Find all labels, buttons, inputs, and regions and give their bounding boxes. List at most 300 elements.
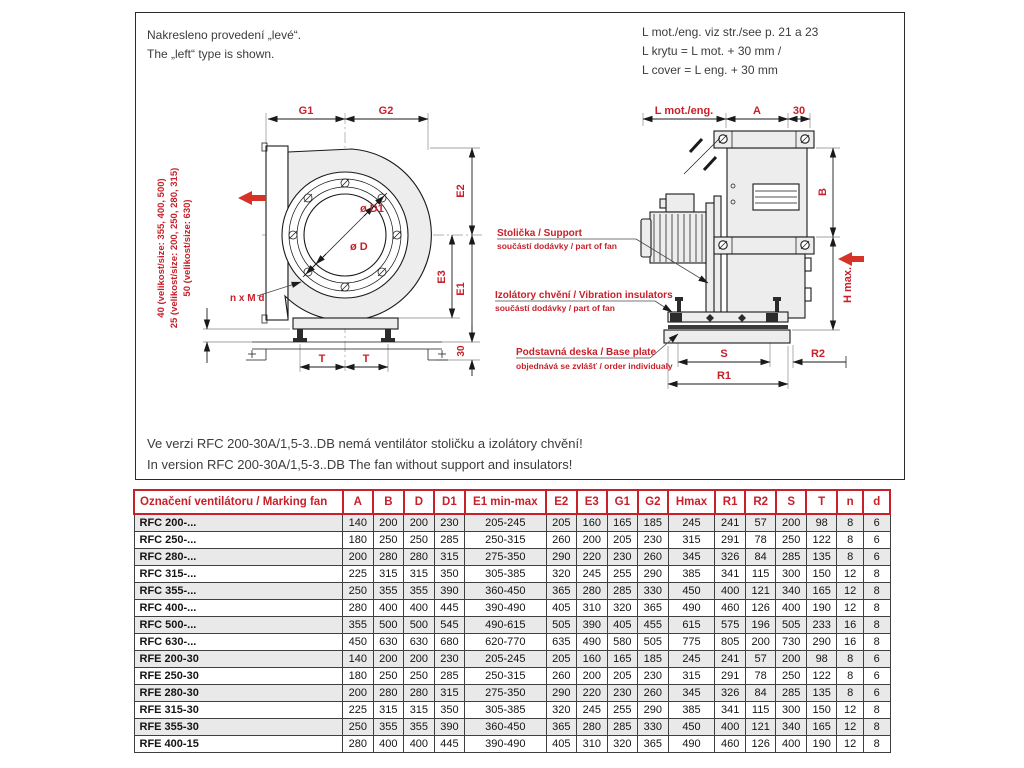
dim-value-cell: 300: [776, 702, 807, 719]
dim-value-cell: 180: [343, 532, 374, 549]
dim-value-cell: 490: [668, 600, 715, 617]
dim-value-cell: 285: [776, 549, 807, 566]
dim-value-cell: 400: [404, 600, 435, 617]
dim-value-cell: 275-350: [465, 549, 546, 566]
dim-value-cell: 545: [434, 617, 465, 634]
dim-value-cell: 390-490: [465, 600, 546, 617]
dim-value-cell: 490: [577, 634, 608, 651]
dim-value-cell: 460: [715, 600, 746, 617]
dim-value-cell: 8: [837, 514, 863, 532]
callout-baseplate: [516, 334, 678, 371]
dim-value-cell: 6: [863, 549, 890, 566]
column-header: E2: [546, 490, 577, 514]
dim-value-cell: 400: [715, 583, 746, 600]
dim-value-cell: 280: [404, 685, 435, 702]
column-header: T: [806, 490, 837, 514]
insulators-label: Izolátory chvění / Vibration insulators: [495, 290, 673, 301]
dim-label-e1: E1: [455, 282, 467, 296]
dim-value-cell: 505: [546, 617, 577, 634]
dim-value-cell: 220: [577, 685, 608, 702]
dim-value-cell: 390: [434, 719, 465, 736]
dim-value-cell: 340: [776, 719, 807, 736]
dim-value-cell: 185: [638, 514, 669, 532]
insulators-sublabel: součástí dodávky / part of fan: [495, 303, 615, 313]
column-header: D1: [434, 490, 465, 514]
table-row: [134, 549, 890, 566]
table-row: [134, 583, 890, 600]
dim-value-cell: 500: [404, 617, 435, 634]
dim-label-s: S: [720, 348, 728, 360]
dim-value-cell: 385: [668, 702, 715, 719]
dim-value-cell: 230: [607, 685, 638, 702]
dim-value-cell: 135: [806, 549, 837, 566]
dim-value-cell: 280: [373, 549, 404, 566]
table-row: [134, 600, 890, 617]
dim-value-cell: 230: [638, 532, 669, 549]
fan-model-cell: RFE 355-30: [134, 719, 343, 736]
dim-value-cell: 285: [607, 583, 638, 600]
dim-value-cell: 200: [776, 651, 807, 668]
dim-value-cell: 630: [373, 634, 404, 651]
dim-value-cell: 620-770: [465, 634, 546, 651]
note-line: Nakresleno provedení „levé“.: [147, 28, 302, 42]
dim-value-cell: 405: [546, 736, 577, 753]
dim-value-cell: 320: [546, 566, 577, 583]
dim-value-cell: 245: [668, 651, 715, 668]
dim-value-cell: 8: [863, 702, 890, 719]
size-note-50: 50 (velikost/size: 630): [182, 199, 193, 297]
dim-value-cell: 245: [577, 702, 608, 719]
dim-value-cell: 165: [607, 514, 638, 532]
dim-value-cell: 635: [546, 634, 577, 651]
dim-value-cell: 8: [863, 583, 890, 600]
fan-model-cell: RFE 200-30: [134, 651, 343, 668]
dim-value-cell: 400: [404, 736, 435, 753]
table-row: [134, 634, 890, 651]
dim-value-cell: 200: [404, 514, 435, 532]
dim-value-cell: 200: [577, 532, 608, 549]
fan-model-cell: RFE 400-15: [134, 736, 343, 753]
column-header: D: [404, 490, 435, 514]
dim-value-cell: 200: [343, 549, 374, 566]
dim-value-cell: 196: [745, 617, 776, 634]
dim-value-cell: 315: [373, 566, 404, 583]
dim-value-cell: 450: [668, 719, 715, 736]
dim-value-cell: 365: [546, 583, 577, 600]
dim-value-cell: 326: [715, 549, 746, 566]
size-note-40: 40 (velikost/size: 355, 400, 500): [156, 178, 167, 318]
dim-value-cell: 200: [373, 651, 404, 668]
dim-value-cell: 255: [607, 702, 638, 719]
dim-label-e2: E2: [455, 184, 467, 198]
dim-value-cell: 450: [668, 583, 715, 600]
dim-value-cell: 84: [745, 549, 776, 566]
dim-value-cell: 200: [776, 514, 807, 532]
dim-value-cell: 575: [715, 617, 746, 634]
dim-value-cell: 450: [343, 634, 374, 651]
dim-value-cell: 8: [863, 634, 890, 651]
dim-value-cell: 8: [863, 566, 890, 583]
dim-value-cell: 280: [404, 549, 435, 566]
dim-value-cell: 445: [434, 600, 465, 617]
dim-value-cell: 505: [638, 634, 669, 651]
dim-value-cell: 241: [715, 514, 746, 532]
dim-value-cell: 315: [373, 702, 404, 719]
dim-label-d: ø D: [350, 241, 368, 253]
dim-value-cell: 115: [745, 702, 776, 719]
dim-value-cell: 290: [546, 685, 577, 702]
dim-value-cell: 291: [715, 532, 746, 549]
dim-value-cell: 250: [404, 668, 435, 685]
dim-value-cell: 280: [577, 719, 608, 736]
dim-value-cell: 12: [837, 702, 863, 719]
dim-value-cell: 225: [343, 702, 374, 719]
dim-value-cell: 78: [745, 532, 776, 549]
table-row: [134, 702, 890, 719]
dim-value-cell: 260: [546, 668, 577, 685]
dim-value-cell: 245: [577, 566, 608, 583]
dim-value-cell: 290: [806, 634, 837, 651]
column-header: A: [343, 490, 374, 514]
table-row: [134, 617, 890, 634]
dim-value-cell: 122: [806, 668, 837, 685]
dim-value-cell: 6: [863, 651, 890, 668]
note-line: Ve verzi RFC 200-30A/1,5-3..DB nemá ventilátor stoličku a izolátory chvění!: [147, 436, 583, 451]
dimension-table-wrap: [133, 489, 891, 753]
dim-value-cell: 275-350: [465, 685, 546, 702]
dim-value-cell: 8: [837, 651, 863, 668]
dim-value-cell: 490-615: [465, 617, 546, 634]
dim-value-cell: 680: [434, 634, 465, 651]
dim-value-cell: 200: [745, 634, 776, 651]
dim-value-cell: 360-450: [465, 583, 546, 600]
dim-value-cell: 140: [343, 651, 374, 668]
dim-value-cell: 580: [607, 634, 638, 651]
column-header: E1 min-max: [465, 490, 546, 514]
dim-value-cell: 200: [373, 514, 404, 532]
column-header: R2: [745, 490, 776, 514]
dim-value-cell: 121: [745, 719, 776, 736]
fan-model-cell: RFE 315-30: [134, 702, 343, 719]
dim-value-cell: 220: [577, 549, 608, 566]
dim-value-cell: 326: [715, 685, 746, 702]
note-line: L krytu = L mot. + 30 mm /: [642, 44, 782, 58]
dim-value-cell: 341: [715, 566, 746, 583]
dim-value-cell: 285: [434, 532, 465, 549]
dim-value-cell: 160: [577, 514, 608, 532]
fan-model-cell: RFE 250-30: [134, 668, 343, 685]
dim-value-cell: 291: [715, 668, 746, 685]
dim-value-cell: 355: [343, 617, 374, 634]
hmax-arrow-icon: [838, 252, 864, 266]
fan-model-cell: RFC 500-...: [134, 617, 343, 634]
dim-label-g1: G1: [298, 105, 314, 117]
column-header: B: [373, 490, 404, 514]
note-line: In version RFC 200-30A/1,5-3..DB The fan without support and insulators!: [147, 457, 573, 472]
support-label: Stolička / Support: [497, 228, 583, 239]
note-line: The „left“ type is shown.: [147, 47, 275, 61]
fan-model-cell: RFC 400-...: [134, 600, 343, 617]
dim-value-cell: 165: [806, 583, 837, 600]
dim-value-cell: 630: [404, 634, 435, 651]
dim-label-g2: G2: [378, 105, 394, 117]
fan-model-cell: RFC 315-...: [134, 566, 343, 583]
dim-value-cell: 250: [343, 719, 374, 736]
dim-value-cell: 230: [434, 514, 465, 532]
column-header: S: [776, 490, 807, 514]
dim-value-cell: 390-490: [465, 736, 546, 753]
dim-value-cell: 355: [373, 583, 404, 600]
dim-value-cell: 6: [863, 532, 890, 549]
dim-value-cell: 390: [577, 617, 608, 634]
dim-value-cell: 250: [776, 668, 807, 685]
table-row: [134, 685, 890, 702]
dim-value-cell: 730: [776, 634, 807, 651]
dim-label-top30: 30: [792, 105, 806, 117]
dim-value-cell: 12: [837, 719, 863, 736]
table-row: [134, 668, 890, 685]
dim-value-cell: 6: [863, 514, 890, 532]
dim-value-cell: 180: [343, 668, 374, 685]
dim-value-cell: 126: [745, 600, 776, 617]
dim-value-cell: 350: [434, 702, 465, 719]
baseplate-label: Podstavná deska / Base plate: [516, 347, 657, 358]
dim-value-cell: 345: [668, 685, 715, 702]
dim-label-r2: R2: [810, 348, 826, 360]
dim-value-cell: 340: [776, 583, 807, 600]
dim-value-cell: 200: [404, 651, 435, 668]
dim-value-cell: 8: [863, 600, 890, 617]
dim-value-cell: 455: [638, 617, 669, 634]
dim-value-cell: 385: [668, 566, 715, 583]
dim-value-cell: 490: [668, 736, 715, 753]
note-line: L mot./eng. viz str./see p. 21 a 23: [642, 25, 819, 39]
motor: [641, 194, 706, 263]
dim-value-cell: 250: [373, 532, 404, 549]
dim-label-t-right: T: [362, 353, 370, 365]
fan-model-cell: RFC 355-...: [134, 583, 343, 600]
dim-label-b: B: [817, 188, 829, 196]
dim-value-cell: 290: [638, 702, 669, 719]
dim-value-cell: 230: [638, 668, 669, 685]
dim-value-cell: 280: [343, 600, 374, 617]
dim-value-cell: 230: [607, 549, 638, 566]
dim-value-cell: 205: [546, 514, 577, 532]
dim-value-cell: 405: [546, 600, 577, 617]
dim-label-lmot: L mot./eng.: [654, 105, 714, 117]
dim-value-cell: 365: [638, 600, 669, 617]
dim-value-cell: 315: [668, 668, 715, 685]
dim-value-cell: 205-245: [465, 651, 546, 668]
dim-value-cell: 185: [638, 651, 669, 668]
front-view: [156, 105, 482, 376]
dim-value-cell: 460: [715, 736, 746, 753]
dimension-table: [133, 489, 891, 753]
dim-value-cell: 160: [577, 651, 608, 668]
dim-value-cell: 285: [607, 719, 638, 736]
dim-value-cell: 320: [607, 736, 638, 753]
dim-value-cell: 233: [806, 617, 837, 634]
dim-value-cell: 290: [638, 566, 669, 583]
dim-value-cell: 310: [577, 600, 608, 617]
dim-value-cell: 330: [638, 719, 669, 736]
dim-value-cell: 205-245: [465, 514, 546, 532]
callout-insulators: [495, 290, 673, 313]
dim-value-cell: 57: [745, 514, 776, 532]
dim-value-cell: 445: [434, 736, 465, 753]
fan-model-cell: RFC 250-...: [134, 532, 343, 549]
dim-value-cell: 84: [745, 685, 776, 702]
dim-value-cell: 165: [806, 719, 837, 736]
dim-value-cell: 190: [806, 736, 837, 753]
dim-value-cell: 150: [806, 702, 837, 719]
dim-value-cell: 330: [638, 583, 669, 600]
dim-value-cell: 260: [638, 549, 669, 566]
dim-value-cell: 205: [607, 532, 638, 549]
column-header: G2: [638, 490, 669, 514]
dim-value-cell: 241: [715, 651, 746, 668]
table-row: [134, 719, 890, 736]
dim-label-a: A: [753, 105, 761, 117]
dim-value-cell: 805: [715, 634, 746, 651]
dim-value-cell: 315: [434, 685, 465, 702]
dim-value-cell: 230: [434, 651, 465, 668]
table-row: [134, 514, 890, 532]
dim-value-cell: 350: [434, 566, 465, 583]
dim-value-cell: 6: [863, 668, 890, 685]
dim-label-30: 30: [456, 345, 467, 357]
dim-value-cell: 250-315: [465, 532, 546, 549]
table-row: [134, 566, 890, 583]
dim-value-cell: 260: [546, 532, 577, 549]
dim-label-t-left: T: [318, 353, 326, 365]
table-row: [134, 532, 890, 549]
dim-value-cell: 400: [776, 600, 807, 617]
dim-value-cell: 98: [806, 514, 837, 532]
dim-value-cell: 205: [546, 651, 577, 668]
fan-model-cell: RFC 630-...: [134, 634, 343, 651]
dim-value-cell: 300: [776, 566, 807, 583]
dim-value-cell: 8: [863, 617, 890, 634]
dim-value-cell: 225: [343, 566, 374, 583]
dim-value-cell: 405: [607, 617, 638, 634]
dim-value-cell: 12: [837, 583, 863, 600]
dim-value-cell: 280: [373, 685, 404, 702]
dim-value-cell: 98: [806, 651, 837, 668]
dim-value-cell: 150: [806, 566, 837, 583]
dim-value-cell: 505: [776, 617, 807, 634]
support-sublabel: součástí dodávky / part of fan: [497, 241, 617, 251]
size-note-25: 25 (velikost/size: 200, 250, 280, 315): [169, 167, 180, 329]
dim-value-cell: 285: [434, 668, 465, 685]
dim-value-cell: 285: [776, 685, 807, 702]
dim-value-cell: 315: [404, 702, 435, 719]
dim-value-cell: 341: [715, 702, 746, 719]
dim-value-cell: 190: [806, 600, 837, 617]
dim-value-cell: 355: [404, 583, 435, 600]
column-header: n: [837, 490, 863, 514]
dim-value-cell: 8: [863, 719, 890, 736]
dim-value-cell: 250: [343, 583, 374, 600]
column-header: G1: [607, 490, 638, 514]
dim-value-cell: 615: [668, 617, 715, 634]
dim-value-cell: 400: [373, 600, 404, 617]
dim-label-e3: E3: [436, 270, 448, 284]
dim-value-cell: 78: [745, 668, 776, 685]
dim-value-cell: 200: [577, 668, 608, 685]
dim-value-cell: 250: [404, 532, 435, 549]
fan-model-cell: RFC 280-...: [134, 549, 343, 566]
dim-label-d1: ø D1: [360, 203, 384, 215]
dim-value-cell: 320: [607, 600, 638, 617]
dim-value-cell: 16: [837, 617, 863, 634]
dim-value-cell: 355: [404, 719, 435, 736]
table-header-row: [134, 490, 890, 514]
dim-value-cell: 315: [404, 566, 435, 583]
fan-model-cell: RFC 200-...: [134, 514, 343, 532]
column-header: Hmax: [668, 490, 715, 514]
dim-value-cell: 12: [837, 736, 863, 753]
dim-value-cell: 165: [607, 651, 638, 668]
dim-value-cell: 365: [638, 736, 669, 753]
fan-model-cell: RFE 280-30: [134, 685, 343, 702]
dim-value-cell: 250: [373, 668, 404, 685]
dim-value-cell: 390: [434, 583, 465, 600]
dim-value-cell: 8: [837, 668, 863, 685]
dim-value-cell: 280: [577, 583, 608, 600]
dim-value-cell: 305-385: [465, 566, 546, 583]
dim-value-cell: 245: [668, 514, 715, 532]
table-row: [134, 736, 890, 753]
table-row: [134, 651, 890, 668]
column-header-marking: Označení ventilátoru / Marking fan: [134, 490, 343, 514]
dim-value-cell: 775: [668, 634, 715, 651]
dim-value-cell: 310: [577, 736, 608, 753]
dim-value-cell: 200: [343, 685, 374, 702]
column-header: d: [863, 490, 890, 514]
dim-value-cell: 8: [837, 685, 863, 702]
dim-value-cell: 140: [343, 514, 374, 532]
dim-value-cell: 12: [837, 600, 863, 617]
dim-value-cell: 365: [546, 719, 577, 736]
dim-value-cell: 500: [373, 617, 404, 634]
dim-value-cell: 205: [607, 668, 638, 685]
dim-value-cell: 8: [863, 736, 890, 753]
column-header: R1: [715, 490, 746, 514]
column-header: E3: [577, 490, 608, 514]
dim-value-cell: 360-450: [465, 719, 546, 736]
dim-value-cell: 355: [373, 719, 404, 736]
dim-value-cell: 315: [668, 532, 715, 549]
dim-label-hmax: H max.: [842, 266, 854, 304]
airflow-arrow-icon: [238, 191, 266, 205]
dim-value-cell: 57: [745, 651, 776, 668]
bolt-spec-label: n x M d: [230, 293, 265, 304]
dim-value-cell: 280: [343, 736, 374, 753]
dim-value-cell: 135: [806, 685, 837, 702]
dim-value-cell: 260: [638, 685, 669, 702]
dim-value-cell: 126: [745, 736, 776, 753]
dim-value-cell: 6: [863, 685, 890, 702]
dim-value-cell: 400: [373, 736, 404, 753]
dim-value-cell: 400: [715, 719, 746, 736]
note-line: L cover = L eng. + 30 mm: [642, 63, 778, 77]
dim-value-cell: 121: [745, 583, 776, 600]
dim-value-cell: 16: [837, 634, 863, 651]
dim-value-cell: 250: [776, 532, 807, 549]
dim-value-cell: 255: [607, 566, 638, 583]
dim-value-cell: 122: [806, 532, 837, 549]
